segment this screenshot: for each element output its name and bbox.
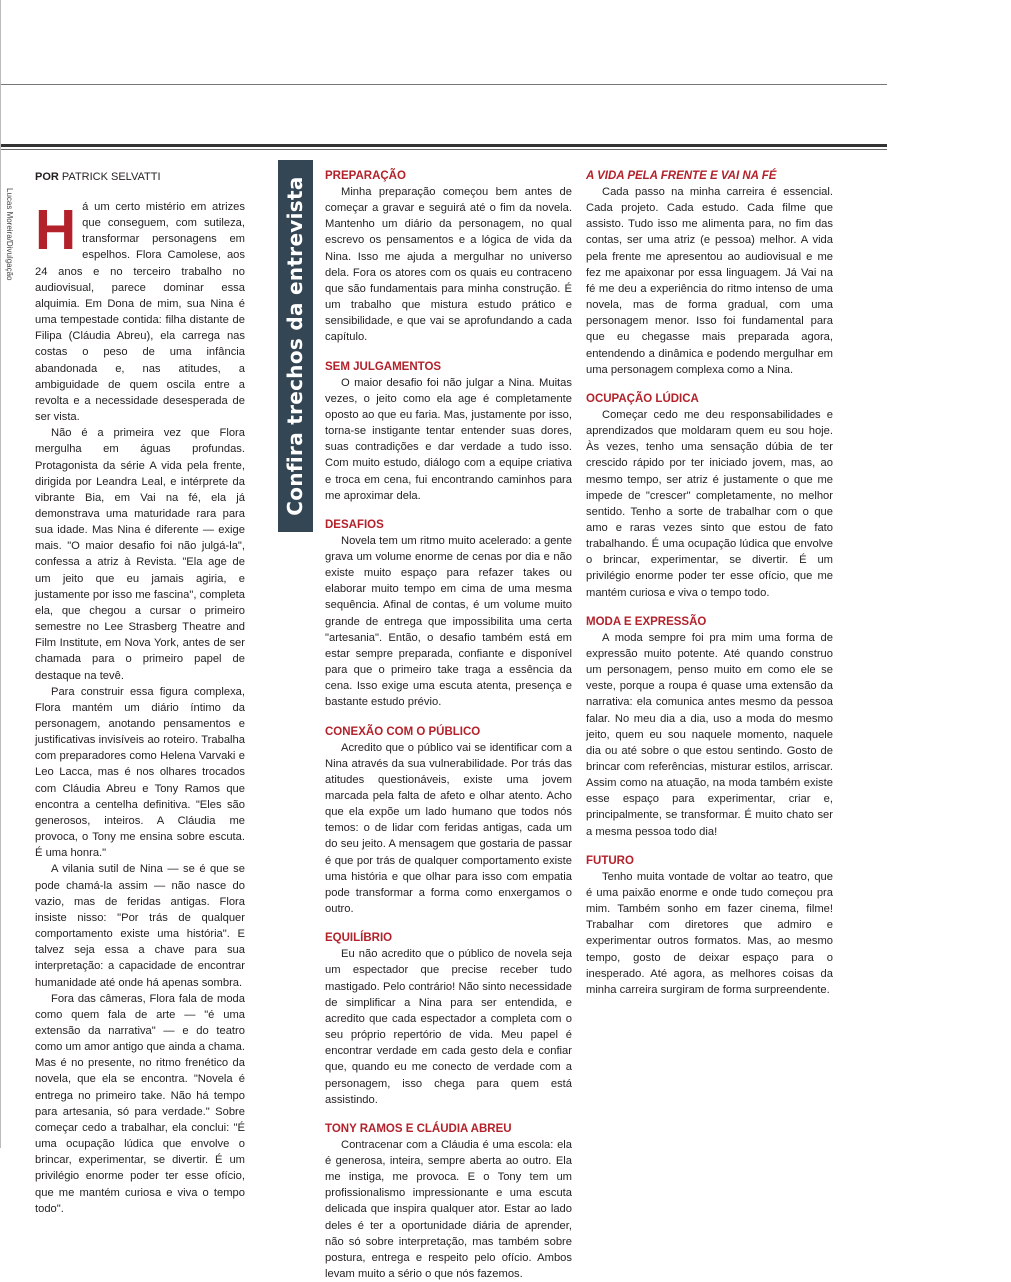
byline xyxy=(35,171,161,183)
section-heading-sem-julgamentos: SEM JULGAMENTOS xyxy=(325,360,442,373)
article-paragraph-2: Não é a primeira vez que Flora mergulha em águas profundas. Protagonista da série A vida pela frente, dirigida por Leandra Leal, e intérprete da vibrante Bia, em Vai na fé, ela já demonstrava uma maturidade rara para sua idade. Mas Nina é diferente — exige mais. "O maior desafio foi não julgá-la", confessa a atriz à Revista. "Ela age de um jeito que eu jamais agiria, e justamente por isso me fascina", completa ela, que chegou a cursar o primeiro semestre no Lee Strasberg Theatre and Film Institute, em Nova York, antes de ser chamada para o primeiro papel de destaque na tevê. xyxy=(35,427,245,682)
section-heading-equilibrio: EQUILÍBRIO xyxy=(325,932,393,945)
drop-cap: H xyxy=(35,198,77,262)
section-text-desafios: Novela tem um ritmo muito acelerado: a gente grava um volume enorme de cenas por dia e não existe muito espaço para refazer takes ou elaborar muito tempo em cima de uma mesma sequência. Afinal de contas, é um volume muito grande de entrega que impossibilita uma certa "artesania". Então, o desafio também está em estar sempre preparada, confiante e disponível para que o primeiro take traga a essência da cena. Isso exige uma escuta atenta, presença e bastante estudo prévio. xyxy=(325,534,572,709)
section-heading-moda: MODA E EXPRESSÃO xyxy=(586,615,707,628)
sidebar-title: Confira trechos da entrevista xyxy=(283,176,307,516)
header-rule-thick xyxy=(0,144,887,147)
photo-credit: Lucas Moreira/Divulgação xyxy=(5,188,14,281)
section-heading-ocupacao: OCUPAÇÃO LÚDICA xyxy=(586,392,699,405)
top-rule xyxy=(0,84,887,85)
article-column xyxy=(35,199,245,1217)
section-heading-vida-fe: A VIDA PELA FRENTE E VAI NA FÉ xyxy=(586,170,777,182)
byline-author: PATRICK SELVATTI xyxy=(61,171,161,183)
section-text-conexao: Acredito que o público vai se identificar com a Nina através da sua vulnerabilidade. Por trás das atitudes questionáveis, existe uma jovem marcada pela falta de afeto e olhar atento. Acho que ela expõe um lado humano que todos nós temos: o de lidar com feridas antigas, cada um do seu jeito. A mensagem que gostaria de passar é que por trás de qualquer comportamento existe uma história e que olhar para isso com empatia pode transformar a forma como enxergamos o outro. xyxy=(325,741,572,916)
section-heading-tony-claudia: TONY RAMOS E CLÁUDIA ABREU xyxy=(325,1122,512,1135)
section-heading-desafios: DESAFIOS xyxy=(325,518,384,531)
section-text-vida-fe: Cada passo na minha carreira é essencial. Cada projeto. Cada estudo. Cada filme que assisto. Tudo isso me alimenta para, no fim das contas, ser uma atriz (e pessoa) melhor. A vida pela frente me apresentou ao audiovisual e me fez me apaixonar por essa linguagem. Já Vai na fé me deu a experiência do ritmo intenso de uma novela, mas de forma gradual, com uma personagem menor. Isso foi fundamental para que eu chegasse mais preparada agora, entendendo a dinâmica e podendo mergulhar em uma personagem complexa como a Nina. xyxy=(586,186,833,376)
left-edge-line xyxy=(0,0,1,1148)
section-text-tony-claudia: Contracenar com a Cláudia é uma escola: ela é generosa, inteira, sempre aberta ao outro. Ela me instiga, me provoca. E o Tony tem um profissionalismo impressionante e uma escuta delicada que inspira qualquer ator. Estar ao lado deles é ter a oportunidade diária de aprender, não só sobre interpretação, mas também sobre postura, entrega e respeito pelo ofício. Ambos levam muito a sério o que nós fazemos. xyxy=(325,1138,572,1281)
section-heading-preparacao: PREPARAÇÃO xyxy=(325,170,406,182)
article-paragraph-1: Há um certo mistério em atrizes que conseguem, com sutileza, transformar personagens em espelhos. Flora Camolese, aos 24 anos e no terceiro trabalho no audiovisual, parece dominar essa alquimia. Em Dona de mim, sua Nina é uma tempestade contida: filha distante de Filipa (Cláudia Abreu), ela carrega nas costas o peso de uma infância abandonada e, nas atitudes, a ambiguidade de quem oscila entre a revolta e a necessidade desesperada de ser vista. xyxy=(35,198,245,424)
byline-prefix: POR xyxy=(35,171,59,183)
interview-column-left xyxy=(325,168,572,1282)
section-heading-conexao: CONEXÃO COM O PÚBLICO xyxy=(325,725,481,738)
article-paragraph-4: A vilania sutil de Nina — se é que se pode chamá-la assim — não nasce do vazio, mas de feridas antigas. Flora insiste nisso: "Por trás de qualquer comportamento existe uma história". E talvez seja essa a chave para sua interpretação: a capacidade de encontrar humanidade até onde há apenas sombra. xyxy=(35,863,245,989)
section-text-moda: A moda sempre foi pra mim uma forma de expressão muito potente. Até quando construo um personagem, penso muito em como ele se veste, porque a roupa é quase uma extensão da narrativa: ela comunica antes mesmo da pessoa falar. No meu dia a dia, uso a moda do mesmo jeito, quem eu sou naquele momento, naquele dia ou até sobre o que estou sentindo. Gosto de brincar com referências, misturar estilos, arriscar. Assim como na atuação, na moda também existe esse espaço para experimentar, criar e, principalmente, se transformar. É muito chato ser a mesma pessoa todo dia! xyxy=(586,631,833,838)
section-text-preparacao: Minha preparação começou bem antes de começar a gravar e seguirá até o fim da novela. Mantenho um diário da personagem, no qual escrevo os pensamentos e a lógica de vida da Nina. Isso me ajuda a mergulhar no universo dela. Fora os atores com os quais eu contraceno que são fundamentais para minha construção. É um trabalho que mistura estudo prático e sensibilidade, e que vai se aprofundando a cada capítulo. xyxy=(325,186,572,344)
section-text-sem-julgamentos: O maior desafio foi não julgar a Nina. Muitas vezes, o jeito como ela age é completamente oposto ao que eu faria. Mas, justamente por isso, torna-se instigante tentar entender suas dores, suas contradições e dar verdade a tudo isso. Com muito estudo, diálogo com a equipe criativa e troca em cena, fui encontrando caminhos para me aproximar dela. xyxy=(325,376,572,502)
header-rule-thin xyxy=(0,149,887,150)
section-text-equilibrio: Eu não acredito que o público de novela seja um espectador que precise receber tudo mastigado. Pelo contrário! Não sinto necessidade de simplificar a Nina para ser entendida, e acredito que cada espectador a completa com o seu próprio repertório de vida. Meu papel é encontrar verdade em cada gesto dela e confiar que, quando eu me conecto de verdade com a personagem, isso chega para quem está assistindo. xyxy=(325,948,572,1106)
article-paragraph-5: Fora das câmeras, Flora fala de moda como quem fala de arte — "é uma extensão da narrativa" — e do teatro como um amor antigo que ainda a chama. Mas é no presente, no ritmo frenético da novela, que ela se encontra. "Novela é entrega no primeiro take. Não há tempo para artesania, só para verdade." Sobre começar cedo a trabalhar, ela conclui: "É uma ocupação lúdica que envolve o brincar, experimentar, se divertir. É um privilégio enorme poder ter esse ofício, que me mantém curiosa e viva o tempo todo". xyxy=(35,992,245,1215)
section-heading-futuro: FUTURO xyxy=(586,854,634,867)
article-paragraph-3: Para construir essa figura complexa, Flora mantém um diário íntimo da personagem, anotando pensamentos e justificativas invisíveis ao roteiro. Trabalha com preparadores como Helena Varvaki e Leo Lacca, mas é nos olhares trocados com Cláudia Abreu e Tony Ramos que encontra a centelha definitiva. "Eles são generosos, inteiros. A Cláudia me provoca, o Tony me ensina sobre escuta. É uma honra." xyxy=(35,685,245,860)
section-text-ocupacao: Começar cedo me deu responsabilidades e aprendizados que moldaram quem eu sou hoje. Às vezes, tenho uma sensação dúbia de ter crescido rápido por ter iniciado jovem, mas, ao mesmo tempo, ser atriz é justamente o que me impede de "crescer" completamente, no melhor sentido. Tenho a sorte de trabalhar com o que amo e raras vezes sinto que estou de fato trabalhando. É uma ocupação lúdica que envolve o brincar, experimentar, se divertir. É um privilégio enorme poder ter esse ofício, que me mantém curiosa e viva o tempo todo. xyxy=(586,408,833,599)
section-text-futuro: Tenho muita vontade de voltar ao teatro, que é uma paixão enorme e onde tudo começou pra mim. Também sonho em fazer cinema, filme! Trabalhar com diretores que admiro e experimentar outros formatos. Mas, ao mesmo tempo, gosto de deixar espaço para o inesperado. Até agora, as melhores coisas da minha carreira surgiram de forma surpreendente. xyxy=(586,870,833,996)
interview-column-right xyxy=(586,168,833,998)
